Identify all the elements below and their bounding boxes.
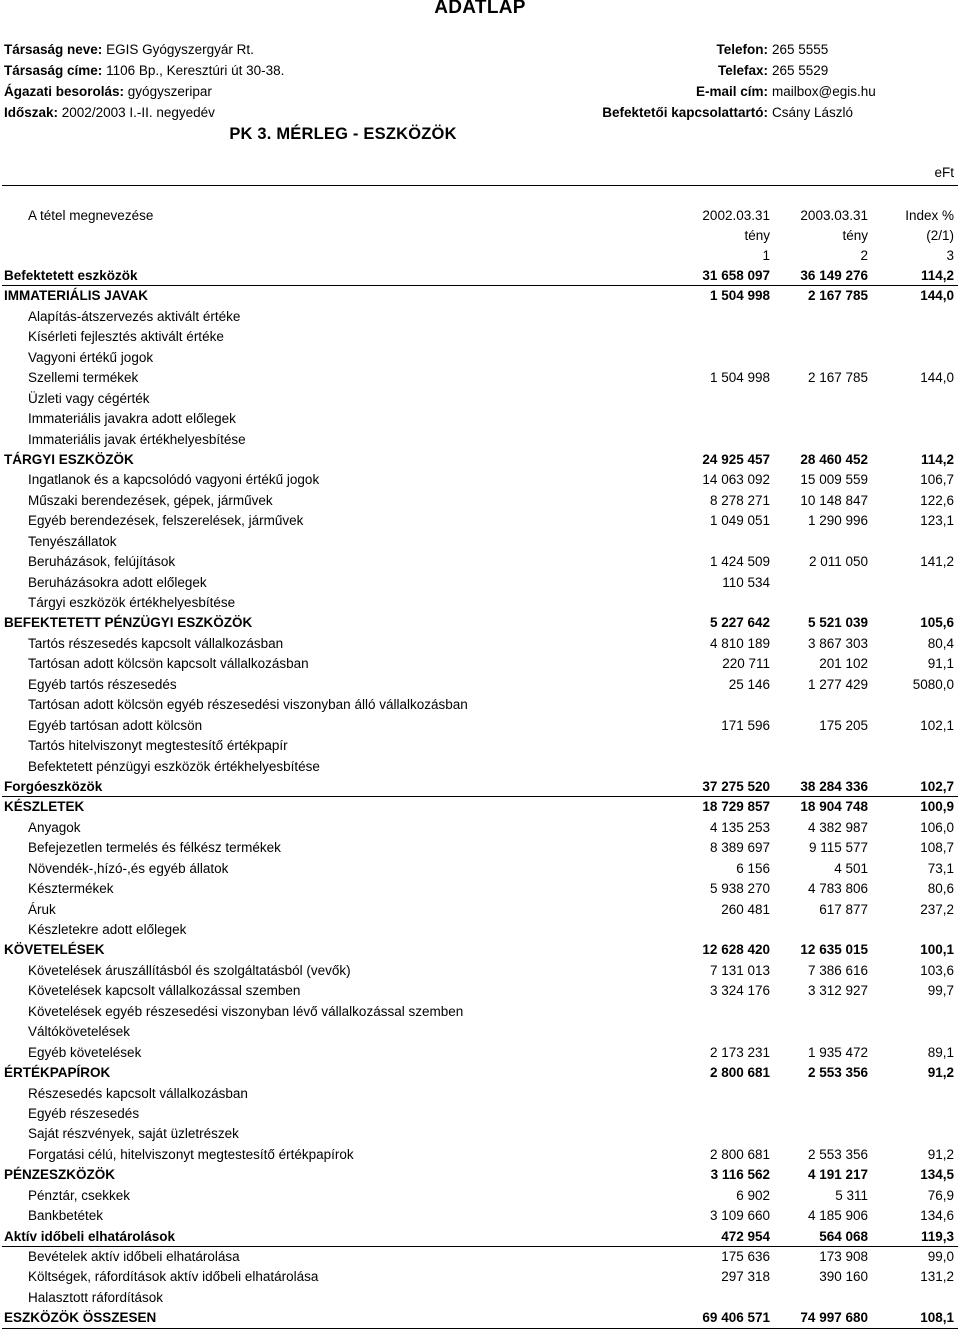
row-label: Bankbetétek xyxy=(28,1208,104,1224)
table-row xyxy=(0,736,960,756)
table-row xyxy=(0,716,960,736)
row-label: Tartósan adott kölcsön egyéb részesedési viszonyban álló vállalkozásban xyxy=(28,697,468,713)
row-value-3: 91,2 xyxy=(927,1146,954,1162)
table-row xyxy=(0,1022,960,1042)
row-label: Egyéb berendezések, felszerelések, járművek xyxy=(28,513,304,529)
row-value-1: 2 173 231 xyxy=(709,1044,770,1060)
row-label: Követelések egyéb részesedési viszonyban lévő vállalkozással szemben xyxy=(28,1003,464,1019)
ir-contact-line xyxy=(540,102,876,123)
row-label: Immateriális javak értékhelyesbítése xyxy=(28,431,246,447)
row-value-2: 5 521 039 xyxy=(807,615,868,631)
row-value-3: 144,0 xyxy=(920,288,954,304)
row-label: Aktív időbeli elhatárolások xyxy=(4,1228,176,1244)
table-row xyxy=(0,695,960,715)
row-value-1: 1 049 051 xyxy=(709,513,770,529)
table-row xyxy=(0,654,960,674)
company-address-line xyxy=(4,60,284,81)
table-row xyxy=(0,389,960,409)
row-label: Szellemi termékek xyxy=(28,370,139,386)
table-row xyxy=(0,593,960,613)
row-value-1: 6 156 xyxy=(736,860,770,876)
table-row xyxy=(0,1043,960,1063)
row-value-3: 114,2 xyxy=(920,268,954,283)
row-value-2: 15 009 559 xyxy=(800,472,868,488)
row-value-2: 3 867 303 xyxy=(807,635,868,651)
row-value-1: 260 481 xyxy=(721,901,770,917)
table-row xyxy=(0,532,960,552)
table-row xyxy=(0,920,960,940)
table-row xyxy=(0,368,960,388)
table-row xyxy=(0,940,960,960)
table-row xyxy=(0,1247,960,1267)
table-row xyxy=(0,327,960,347)
row-value-3: 102,1 xyxy=(920,717,954,733)
table-row xyxy=(0,348,960,368)
row-value-1: 24 925 457 xyxy=(702,451,770,467)
row-value-2: 2 167 785 xyxy=(807,370,868,386)
row-value-2: 173 908 xyxy=(819,1249,868,1264)
row-label: Beruházásokra adott előlegek xyxy=(28,574,207,590)
table-row xyxy=(0,1124,960,1144)
row-value-1: 4 810 189 xyxy=(709,635,770,651)
company-address-label: Társaság címe: xyxy=(4,63,103,78)
row-label: Készletekre adott előlegek xyxy=(28,922,187,937)
row-value-2: 7 386 616 xyxy=(807,962,868,978)
company-period-label: Időszak: xyxy=(4,105,59,120)
column-subheader-row xyxy=(0,226,960,246)
row-label: Tartósan adott kölcsön kapcsolt vállalkozásban xyxy=(28,656,309,672)
row-label: Anyagok xyxy=(28,819,81,835)
row-label: Áruk xyxy=(28,901,56,917)
row-value-1: 25 146 xyxy=(728,676,770,692)
row-label: Tartós hitelviszonyt megtestesítő értékpapír xyxy=(28,738,288,754)
email-value: mailbox@egis.hu xyxy=(772,84,876,99)
row-value-3: 80,4 xyxy=(927,635,954,651)
column-number-2: 2 xyxy=(860,248,868,263)
row-value-2: 201 102 xyxy=(819,656,868,672)
table-row xyxy=(0,430,960,450)
row-value-3: 100,9 xyxy=(920,799,954,815)
row-value-1: 3 116 562 xyxy=(710,1167,770,1183)
row-value-1: 12 628 420 xyxy=(702,942,770,958)
ir-contact-value: Csány László xyxy=(772,105,854,120)
row-value-2: 2 011 050 xyxy=(808,554,868,570)
row-label: Bevételek aktív időbeli elhatárolása xyxy=(28,1249,240,1264)
column-subheader-2: tény xyxy=(842,228,868,243)
row-value-1: 6 902 xyxy=(736,1187,770,1203)
row-value-2: 4 783 806 xyxy=(807,881,868,897)
company-period-line xyxy=(4,102,284,123)
fax-line xyxy=(540,60,876,81)
row-value-1: 171 596 xyxy=(721,717,770,733)
email-line xyxy=(540,81,876,102)
table-row xyxy=(0,1145,960,1165)
row-label: Befejezetlen termelés és félkész termékek xyxy=(28,840,281,856)
row-label: Immateriális javakra adott előlegek xyxy=(28,411,236,427)
row-value-1: 18 729 857 xyxy=(702,799,770,815)
row-label: Vagyoni értékű jogok xyxy=(28,349,154,365)
row-value-3: 103,6 xyxy=(920,962,954,978)
row-label: Forgatási célú, hitelviszonyt megtestesítő értékpapírok xyxy=(28,1146,354,1162)
row-value-3: 144,0 xyxy=(920,370,954,386)
column-header-row xyxy=(0,206,960,226)
phone-label: Telefon: xyxy=(716,42,768,57)
row-value-2: 1 277 429 xyxy=(807,676,868,692)
row-value-3: 123,1 xyxy=(920,513,954,529)
column-header-2: 2003.03.31 xyxy=(800,208,868,223)
company-period: 2002/2003 I.-II. negyedév xyxy=(61,105,215,120)
row-label: Pénztár, csekkek xyxy=(28,1187,131,1203)
row-value-3: 99,0 xyxy=(927,1249,954,1264)
row-value-2: 5 311 xyxy=(835,1187,868,1203)
company-address: 1106 Bp., Keresztúri út 30-38. xyxy=(106,63,285,78)
row-value-2: 4 185 906 xyxy=(807,1208,868,1224)
table-row xyxy=(0,900,960,920)
fax-value: 265 5529 xyxy=(772,63,829,78)
row-value-3: 106,0 xyxy=(920,819,954,835)
row-value-2: 564 068 xyxy=(819,1228,868,1244)
company-name-line xyxy=(4,39,284,60)
row-value-3: 105,6 xyxy=(920,615,954,631)
row-value-1: 3 109 660 xyxy=(709,1208,770,1224)
row-label: Befektetett eszközök xyxy=(4,268,138,283)
row-value-1: 2 800 681 xyxy=(709,1146,770,1162)
row-label: Üzleti vagy cégérték xyxy=(28,390,150,406)
row-value-1: 37 275 520 xyxy=(702,778,770,794)
row-value-1: 3 324 176 xyxy=(709,983,770,999)
row-value-3: 91,2 xyxy=(927,1065,954,1081)
table-row xyxy=(0,797,960,817)
table-row xyxy=(0,613,960,633)
table-row xyxy=(0,286,960,306)
column-subheader-3: (2/1) xyxy=(926,228,954,243)
table-row xyxy=(0,1227,960,1247)
table-row xyxy=(0,818,960,838)
row-value-2: 2 167 785 xyxy=(807,288,868,304)
row-value-2: 1 935 472 xyxy=(807,1044,868,1060)
row-value-3: 131,2 xyxy=(920,1269,954,1285)
row-label: PÉNZESZKÖZÖK xyxy=(4,1167,116,1183)
row-value-2: 38 284 336 xyxy=(800,778,868,794)
row-value-3: 134,5 xyxy=(920,1167,954,1183)
row-value-2: 12 635 015 xyxy=(800,942,868,958)
row-label: Egyéb követelések xyxy=(28,1044,142,1060)
column-subheader-1: tény xyxy=(744,228,770,243)
row-label: Saját részvények, saját üzletrészek xyxy=(28,1126,239,1142)
row-label: Forgóeszközök xyxy=(4,778,103,794)
row-label: IMMATERIÁLIS JAVAK xyxy=(4,288,148,304)
row-label: Tartós részesedés kapcsolt vállalkozásban xyxy=(28,635,284,651)
row-value-1: 14 063 092 xyxy=(702,472,770,488)
table-row xyxy=(0,1186,960,1206)
row-label: Váltókövetelések xyxy=(28,1024,131,1040)
table-row xyxy=(0,1288,960,1308)
table-row xyxy=(0,1084,960,1104)
table-row xyxy=(0,511,960,531)
row-value-2: 9 115 577 xyxy=(808,840,868,856)
header-divider xyxy=(2,185,958,186)
row-value-2: 4 501 xyxy=(834,860,868,876)
table-row xyxy=(0,757,960,777)
phone-value: 265 5555 xyxy=(772,42,829,57)
row-value-2: 390 160 xyxy=(819,1269,868,1285)
row-label: Részesedés kapcsolt vállalkozásban xyxy=(28,1085,248,1101)
row-label: Alapítás-átszervezés aktivált értéke xyxy=(28,308,241,324)
table-row xyxy=(0,777,960,797)
table-row xyxy=(0,675,960,695)
row-value-1: 4 135 253 xyxy=(709,819,770,835)
table-row xyxy=(0,859,960,879)
row-label: ESZKÖZÖK ÖSSZESEN xyxy=(4,1310,157,1326)
row-value-2: 617 877 xyxy=(819,901,868,917)
row-label: Költségek, ráfordítások aktív időbeli elhatárolása xyxy=(28,1269,319,1285)
row-value-1: 7 131 013 xyxy=(709,962,770,978)
row-value-2: 4 382 987 xyxy=(807,819,868,835)
table-row xyxy=(0,1308,960,1328)
row-value-3: 122,6 xyxy=(920,492,954,508)
column-number-1: 1 xyxy=(762,248,770,263)
column-header-3: Index % xyxy=(905,208,954,223)
table-row xyxy=(0,491,960,511)
row-value-1: 69 406 571 xyxy=(702,1310,770,1326)
row-value-3: 237,2 xyxy=(920,901,954,917)
company-sector-label: Ágazati besorolás: xyxy=(4,84,125,99)
table-row xyxy=(0,1002,960,1022)
row-value-1: 1 424 509 xyxy=(709,554,770,570)
company-sector: gyógyszeripar xyxy=(127,84,212,99)
row-value-1: 8 278 271 xyxy=(709,492,770,508)
row-value-3: 100,1 xyxy=(920,942,954,958)
row-value-1: 297 318 xyxy=(721,1269,770,1285)
row-value-2: 28 460 452 xyxy=(800,451,868,467)
balance-table xyxy=(0,266,960,1329)
row-value-3: 5080,0 xyxy=(912,676,954,692)
row-value-1: 1 504 998 xyxy=(709,288,770,304)
row-value-1: 1 504 998 xyxy=(709,370,770,386)
row-label: TÁRGYI ESZKÖZÖK xyxy=(4,451,134,467)
row-value-1: 2 800 681 xyxy=(709,1065,770,1081)
row-label: Követelések áruszállításból és szolgáltatásból (vevők) xyxy=(28,962,351,978)
row-label: Műszaki berendezések, gépek, járművek xyxy=(28,492,273,508)
row-value-3: 99,7 xyxy=(927,983,954,999)
table-row xyxy=(0,409,960,429)
company-sector-line xyxy=(4,81,284,102)
row-value-2: 1 290 996 xyxy=(807,513,868,529)
row-value-3: 73,1 xyxy=(927,860,954,876)
row-label: Egyéb tartós részesedés xyxy=(28,676,177,692)
row-label: Növendék-,hízó-,és egyéb állatok xyxy=(28,860,229,876)
row-value-1: 175 636 xyxy=(721,1249,770,1264)
row-value-3: 119,3 xyxy=(920,1228,954,1244)
row-label: Befektetett pénzügyi eszközök értékhelyesbítése xyxy=(28,758,320,774)
phone-line xyxy=(540,39,876,60)
row-value-3: 106,7 xyxy=(920,472,954,488)
row-value-3: 102,7 xyxy=(920,778,954,794)
column-number-3: 3 xyxy=(946,248,954,263)
row-value-2: 74 997 680 xyxy=(800,1310,868,1326)
row-value-1: 472 954 xyxy=(721,1228,770,1244)
row-label: KÉSZLETEK xyxy=(4,799,85,815)
row-value-2: 175 205 xyxy=(819,717,868,733)
row-label: Beruházások, felújítások xyxy=(28,554,176,570)
column-header-name: A tétel megnevezése xyxy=(28,208,154,223)
row-label: Egyéb részesedés xyxy=(28,1105,140,1121)
table-row xyxy=(0,838,960,858)
table-row xyxy=(0,552,960,572)
row-value-1: 5 227 642 xyxy=(709,615,770,631)
row-label: KÖVETELÉSEK xyxy=(4,942,105,958)
contact-info xyxy=(540,39,876,123)
table-row xyxy=(0,266,960,286)
table-row xyxy=(0,634,960,654)
row-value-2: 4 191 217 xyxy=(807,1167,868,1183)
row-label: Késztermékek xyxy=(28,881,114,897)
table-row xyxy=(0,1165,960,1185)
row-value-3: 108,7 xyxy=(920,840,954,856)
row-value-1: 8 389 697 xyxy=(709,840,770,856)
row-value-1: 5 938 270 xyxy=(709,881,770,897)
row-value-3: 141,2 xyxy=(920,554,954,570)
row-value-3: 91,1 xyxy=(927,656,954,672)
row-label: Halasztott ráfordítások xyxy=(28,1289,164,1305)
row-label: Követelések kapcsolt vállalkozással szemben xyxy=(28,983,301,999)
ir-contact-label: Befektetői kapcsolattartó: xyxy=(602,105,768,120)
email-label: E-mail cím: xyxy=(695,84,768,99)
table-row xyxy=(0,307,960,327)
table-row xyxy=(0,879,960,899)
row-value-3: 76,9 xyxy=(927,1187,954,1203)
row-value-3: 114,2 xyxy=(920,451,954,467)
row-value-2: 18 904 748 xyxy=(800,799,868,815)
table-row xyxy=(0,470,960,490)
row-value-1: 31 658 097 xyxy=(702,268,770,283)
row-value-2: 2 553 356 xyxy=(807,1065,868,1081)
row-value-1: 220 711 xyxy=(722,656,770,672)
row-value-1: 110 534 xyxy=(722,574,770,590)
row-label: Ingatlanok és a kapcsolódó vagyoni értékű jogok xyxy=(28,472,320,488)
fax-label: Telefax: xyxy=(717,63,768,78)
table-row xyxy=(0,961,960,981)
company-name-label: Társaság neve: xyxy=(4,42,103,57)
row-value-3: 108,1 xyxy=(920,1310,954,1326)
row-value-3: 89,1 xyxy=(927,1044,954,1060)
row-label: Tenyészállatok xyxy=(28,533,117,549)
row-value-2: 3 312 927 xyxy=(807,983,868,999)
table-row xyxy=(0,981,960,1001)
unit-label: eFt xyxy=(934,165,954,180)
column-number-row xyxy=(0,246,960,266)
table-row xyxy=(0,450,960,470)
row-label: Tárgyi eszközök értékhelyesbítése xyxy=(28,595,236,610)
row-value-2: 36 149 276 xyxy=(800,268,868,283)
row-label: ÉRTÉKPAPÍROK xyxy=(4,1065,111,1081)
row-label: BEFEKTETETT PÉNZÜGYI ESZKÖZÖK xyxy=(4,615,253,631)
table-row xyxy=(0,573,960,593)
row-value-3: 80,6 xyxy=(927,881,954,897)
row-label: Kísérleti fejlesztés aktivált értéke xyxy=(28,329,224,345)
company-info xyxy=(4,39,284,123)
section-title: PK 3. MÉRLEG - ESZKÖZÖK xyxy=(229,125,457,143)
page-title: ADATLAP xyxy=(434,0,526,18)
table-row xyxy=(0,1104,960,1124)
table-row xyxy=(0,1206,960,1226)
company-name: EGIS Gyógyszergyár Rt. xyxy=(106,42,254,57)
row-label: Egyéb tartósan adott kölcsön xyxy=(28,717,203,733)
table-row xyxy=(0,1267,960,1287)
column-header-1: 2002.03.31 xyxy=(702,208,770,223)
row-value-2: 2 553 356 xyxy=(807,1146,868,1162)
table-row xyxy=(0,1063,960,1083)
row-value-2: 10 148 847 xyxy=(800,492,868,508)
row-value-3: 134,6 xyxy=(920,1208,954,1224)
